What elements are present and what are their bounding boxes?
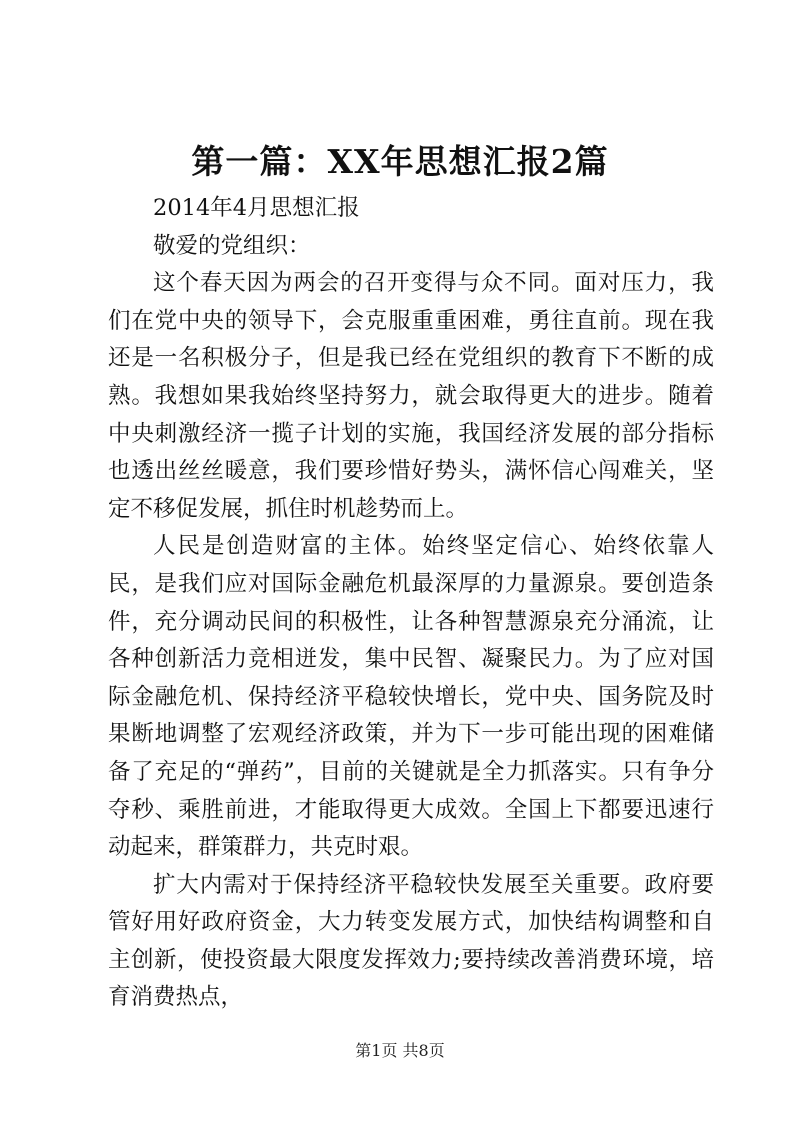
date-line: 2014年4月思想汇报 [153, 195, 360, 221]
salutation: 敬爱的党组织： [153, 232, 311, 259]
paragraph-1: 这个春天因为两会的召开变得与众不同。面对压力，我们在党中央的领导下，会克服重重困难，勇往直前。现在我还是一名积极分子，但是我已经在党组织的教育下不断的成熟。我想如果我始终坚持努力，就会取得更大的进步。随着中央刺激经济一揽子计划的实施，我国经济发展的部分指标也透出丝丝暖意，我们要珍惜好势头，满怀信心闯难关，坚定不移促发展，抓住时机趁势而上。 [108, 270, 714, 522]
paragraph-2: 人民是创造财富的主体。始终坚定信心、始终依靠人民，是我们应对国际金融危机最深厚的力量源泉。要创造条件，充分调动民间的积极性，让各种智慧源泉充分涌流，让各种创新活力竞相迸发，集中民智、凝聚民力。为了应对国际金融危机、保持经济平稳较快增长，党中央、国务院及时果断地调整了宏观经济政策，并为下一步可能出现的困难储备了充足的“弹药”，目前的关键就是全力抓落实。只有争分夺秒、乘胜前进，才能取得更大成效。全国上下都要迅速行动起来，群策群力，共克时艰。 [108, 533, 714, 861]
document-body [108, 190, 714, 1017]
paragraph-3: 扩大内需对于保持经济平稳较快发展至关重要。政府要管好用好政府资金，大力转变发展方式，加快结构调整和自主创新，使投资最大限度发挥效力;要持续改善消费环境，培育消费热点， [108, 871, 714, 1011]
document-title: 第一篇：XX年思想汇报2篇 [191, 142, 609, 181]
page-footer: 第1页 共8页 [355, 1041, 445, 1060]
